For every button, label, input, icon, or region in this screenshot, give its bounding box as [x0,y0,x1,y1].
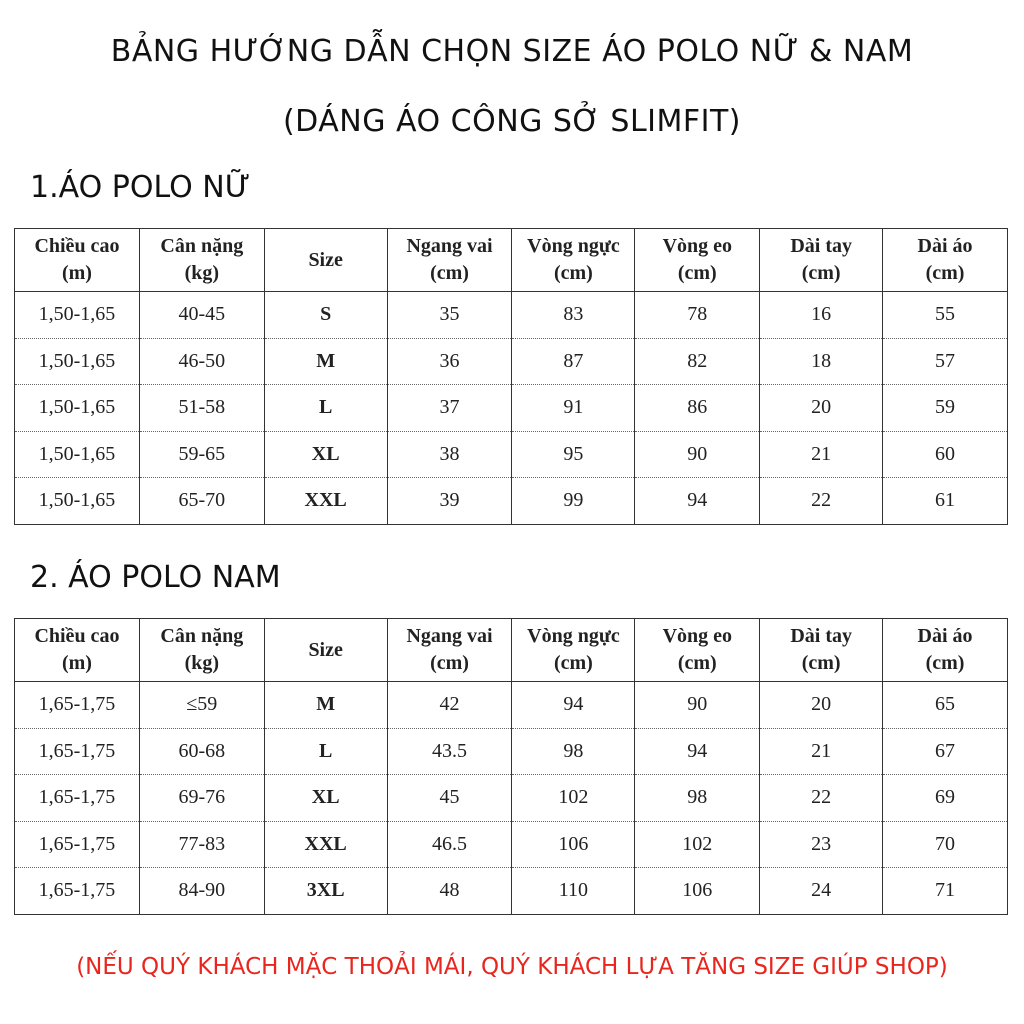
page-title: BẢNG HƯỚNG DẪN CHỌN SIZE ÁO POLO NỮ & NAM [110,34,914,69]
cell-sleeve: 22 [760,478,883,525]
column-header-label: Cân nặng [160,235,244,257]
cell-height: 1,50-1,65 [15,431,140,478]
cell-height: 1,65-1,75 [15,682,140,729]
cell-height: 1,50-1,65 [15,338,140,385]
size-table-men [14,618,1008,915]
cell-size: XXL [264,821,387,868]
column-header-unit: (cm) [677,652,717,674]
table-row [15,385,1008,432]
column-header-size [264,229,387,292]
cell-waist: 94 [635,728,760,775]
column-header-label: Dài áo [917,625,973,647]
cell-waist: 106 [635,868,760,915]
cell-waist: 90 [635,682,760,729]
column-header-unit: (cm) [553,652,593,674]
table-row [15,478,1008,525]
cell-sleeve: 20 [760,385,883,432]
cell-length: 55 [883,292,1008,339]
cell-length: 71 [883,868,1008,915]
column-header-label: Size [308,638,343,661]
cell-weight: 59-65 [139,431,264,478]
cell-waist: 82 [635,338,760,385]
cell-waist: 102 [635,821,760,868]
column-header-unit: (cm) [430,262,469,284]
column-header-unit: (cm) [801,262,841,284]
column-header-size [264,619,387,682]
column-header-sleeve [760,619,883,682]
column-header-label: Ngang vai [406,625,493,647]
cell-sleeve: 24 [760,868,883,915]
cell-size: XXL [264,478,387,525]
cell-size: M [264,682,387,729]
cell-waist: 78 [635,292,760,339]
cell-waist: 94 [635,478,760,525]
cell-sleeve: 21 [760,728,883,775]
cell-chest: 87 [512,338,635,385]
cell-height: 1,65-1,75 [15,775,140,822]
column-header-chest [512,619,635,682]
cell-shoulder: 37 [387,385,512,432]
cell-height: 1,50-1,65 [15,385,140,432]
column-header-shoulder [387,619,512,682]
column-header-unit: (cm) [801,652,841,674]
column-header-unit: (kg) [184,262,220,284]
section-heading-women: 1.ÁO POLO NỮ [30,170,251,205]
column-header-label: Chiều cao [34,235,120,257]
cell-length: 69 [883,775,1008,822]
column-header-label: Vòng eo [662,235,733,257]
cell-weight: 60-68 [139,728,264,775]
table-row [15,292,1008,339]
table-row [15,338,1008,385]
cell-chest: 99 [512,478,635,525]
column-header-label: Chiều cao [34,625,120,647]
cell-size: 3XL [264,868,387,915]
cell-length: 61 [883,478,1008,525]
column-header-height [15,229,140,292]
column-header-label: Vòng ngực [527,625,620,647]
cell-size: XL [264,775,387,822]
table-row [15,868,1008,915]
column-header-sleeve [760,229,883,292]
column-header-unit: (m) [61,652,92,674]
cell-shoulder: 48 [387,868,512,915]
column-header-waist [635,229,760,292]
table-row [15,775,1008,822]
cell-chest: 91 [512,385,635,432]
cell-shoulder: 38 [387,431,512,478]
table-row [15,682,1008,729]
cell-length: 59 [883,385,1008,432]
cell-chest: 106 [512,821,635,868]
table-header-row [15,619,1008,682]
column-header-unit: (cm) [925,262,965,284]
cell-chest: 94 [512,682,635,729]
cell-weight: 65-70 [139,478,264,525]
column-header-length [883,619,1008,682]
cell-shoulder: 45 [387,775,512,822]
cell-height: 1,50-1,65 [15,292,140,339]
column-header-label: Ngang vai [406,235,493,257]
size-table-women [14,228,1008,525]
cell-sleeve: 20 [760,682,883,729]
cell-waist: 90 [635,431,760,478]
cell-size: L [264,728,387,775]
cell-length: 65 [883,682,1008,729]
cell-size: L [264,385,387,432]
column-header-label: Vòng eo [662,625,733,647]
cell-shoulder: 35 [387,292,512,339]
cell-chest: 83 [512,292,635,339]
page-subtitle: (DÁNG ÁO CÔNG SỞ SLIMFIT) [282,104,742,139]
cell-size: M [264,338,387,385]
cell-weight: 40-45 [139,292,264,339]
cell-weight: 51-58 [139,385,264,432]
cell-height: 1,65-1,75 [15,821,140,868]
cell-shoulder: 42 [387,682,512,729]
cell-weight: 77-83 [139,821,264,868]
cell-weight: 46-50 [139,338,264,385]
cell-shoulder: 46.5 [387,821,512,868]
cell-length: 70 [883,821,1008,868]
cell-length: 60 [883,431,1008,478]
cell-height: 1,65-1,75 [15,728,140,775]
cell-chest: 110 [512,868,635,915]
cell-sleeve: 21 [760,431,883,478]
column-header-waist [635,619,760,682]
cell-weight: 69-76 [139,775,264,822]
cell-sleeve: 16 [760,292,883,339]
table-row [15,728,1008,775]
section-heading-men: 2. ÁO POLO NAM [30,560,281,595]
column-header-label: Dài tay [790,235,852,257]
cell-height: 1,65-1,75 [15,868,140,915]
column-header-shoulder [387,229,512,292]
column-header-unit: (cm) [925,652,965,674]
size-advice-note: (NẾU QUÝ KHÁCH MẶC THOẢI MÁI, QUÝ KHÁCH LỰA TĂNG SIZE GIÚP SHOP) [76,954,948,980]
cell-sleeve: 23 [760,821,883,868]
column-header-height [15,619,140,682]
cell-weight: 84-90 [139,868,264,915]
cell-weight: ≤59 [139,682,264,729]
column-header-label: Size [308,248,343,271]
column-header-unit: (cm) [553,262,593,284]
cell-length: 57 [883,338,1008,385]
cell-waist: 86 [635,385,760,432]
cell-chest: 98 [512,728,635,775]
column-header-weight [139,229,264,292]
cell-chest: 95 [512,431,635,478]
column-header-label: Cân nặng [160,625,244,647]
column-header-unit: (cm) [430,652,469,674]
column-header-label: Vòng ngực [527,235,620,257]
cell-shoulder: 43.5 [387,728,512,775]
column-header-length [883,229,1008,292]
column-header-weight [139,619,264,682]
cell-length: 67 [883,728,1008,775]
column-header-label: Dài áo [917,235,973,257]
cell-height: 1,50-1,65 [15,478,140,525]
cell-waist: 98 [635,775,760,822]
cell-shoulder: 36 [387,338,512,385]
column-header-unit: (kg) [184,652,220,674]
table-row [15,821,1008,868]
table-header-row [15,229,1008,292]
column-header-label: Dài tay [790,625,852,647]
table-row [15,431,1008,478]
column-header-chest [512,229,635,292]
column-header-unit: (cm) [677,262,717,284]
cell-size: XL [264,431,387,478]
column-header-unit: (m) [61,262,92,284]
cell-chest: 102 [512,775,635,822]
cell-sleeve: 18 [760,338,883,385]
cell-sleeve: 22 [760,775,883,822]
cell-size: S [264,292,387,339]
cell-shoulder: 39 [387,478,512,525]
